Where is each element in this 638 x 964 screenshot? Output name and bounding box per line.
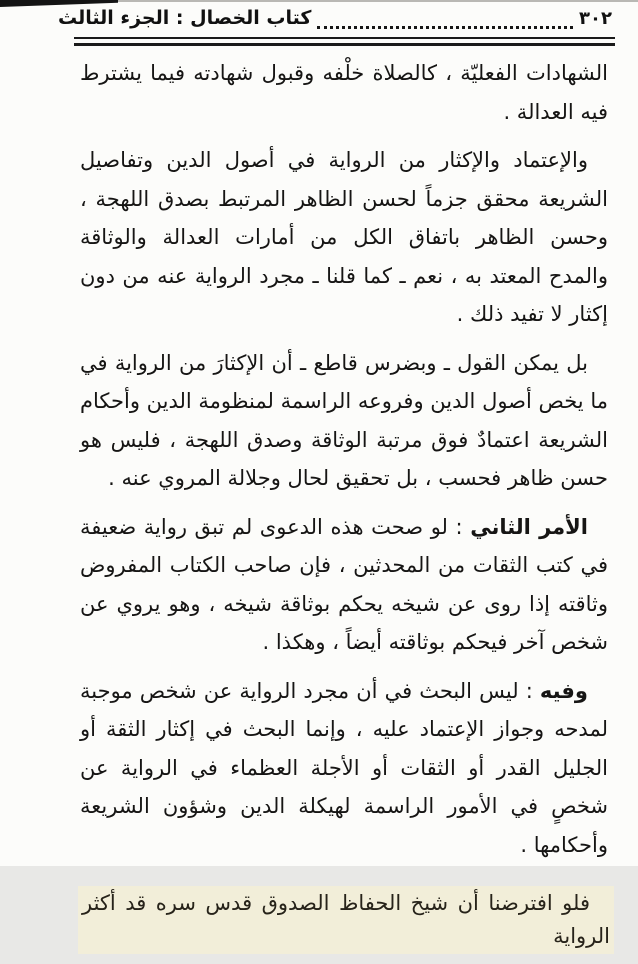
running-head-title: كتاب الخصال : الجزء الثالث (58, 7, 312, 29)
body-paragraph (80, 54, 608, 131)
paragraph-text: والإعتماد والإكثار من الرواية في أصول الدين وتفاصيل الشريعة محقق جزماً لحسن الظاهر المرتبط بصدق اللهجة ، وحسن الظاهر باتفاق الكل من أمارات العدالة والوثاقة والمدح المعتد به ، نعم ـ كما قلنا ـ مجرد الرواية عنه من دون إكثار لا تفيد ذلك . (80, 148, 608, 326)
running-head (58, 7, 612, 29)
paragraph-text: بل يمكن القول ـ وبضرس قاطع ـ أن الإكثارَ من الرواية في ما يخص أصول الدين وفروعه الراسمة لمنظومة الدين وأحكام الشريعة اعتمادٌ فوق مرتبة الوثاقة وصدق اللهجة ، فليس هو حسن ظاهر فحسب ، بل تحقيق لحال وجلالة المروي عنه . (80, 350, 608, 490)
page-number: ٣٠٢ (579, 8, 612, 29)
paragraph-text: فلو افترضنا أن شيخ الحفاظ الصدوق قدس سره قد أكثر الرواية (82, 891, 610, 948)
page-body-text (80, 54, 608, 964)
paragraph-text: : لو صحت هذه الدعوى لم تبق رواية ضعيفة في كتب الثقات من المحدثين ، فإن صاحب الكتاب المفروض وثاقته إذا روى عن شيخه يحكم بوثاقة شيخه ، وهو يروي عن شخص آخر فيحكم بوثاقته أيضاً ، وهكذا . (80, 514, 608, 654)
scan-artifact-top-left-corner (0, 0, 118, 7)
dotted-leader (317, 11, 573, 29)
paragraph-lead: وفيه (539, 678, 588, 703)
paragraph-text: : ليس البحث في أن مجرد الرواية عن شخص موجبة لمدحه وجواز الإعتماد عليه ، وإنما البحث في إكثار الثقة أو الجليل القدر أو الثقات أو الأجلة العظماء في الرواية عن شخصٍ في الأمور الراسمة لهيكلة الدين وشؤون الشريعة وأحكامها . (80, 678, 608, 857)
body-paragraph (80, 672, 608, 865)
body-paragraph (80, 508, 608, 662)
paragraph-text: الشهادات الفعليّة ، كالصلاة خلْفه وقبول شهادته فيما يشترط فيه العدالة . (80, 61, 608, 124)
paragraph-lead: الأمر الثاني (470, 514, 588, 539)
body-paragraph (80, 141, 608, 334)
header-double-rule (74, 37, 615, 46)
body-paragraph (80, 344, 608, 498)
highlighted-paragraph (78, 886, 614, 954)
